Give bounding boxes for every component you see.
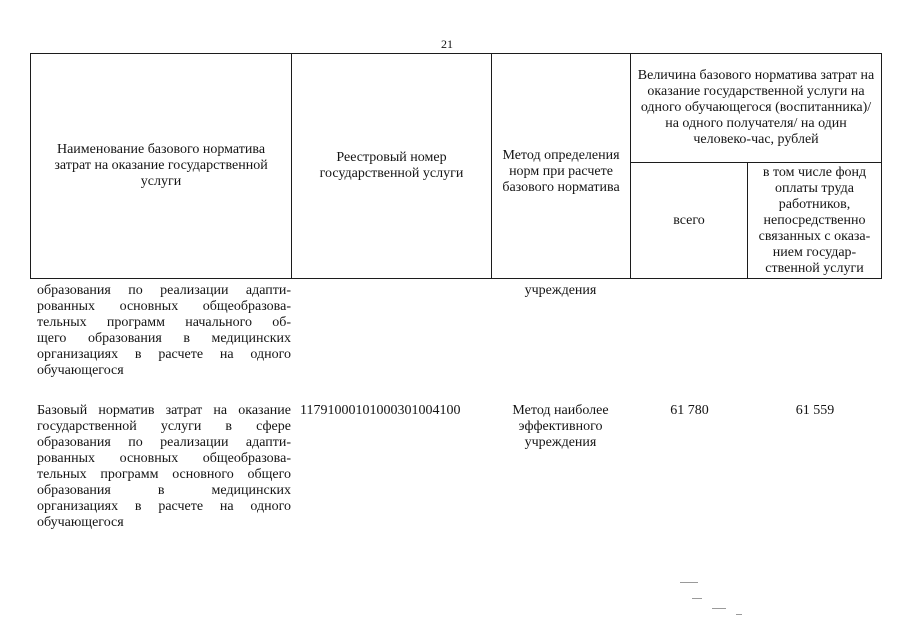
text-line: учреждения — [524, 435, 597, 450]
text-line: Базовый норматив затрат на оказание — [37, 403, 291, 418]
header-table — [30, 53, 882, 279]
text-line: образования в медицинских — [37, 483, 291, 498]
row2-registry: 11791000101000301004100 — [300, 403, 461, 418]
scan-speck — [692, 598, 702, 599]
text-line: рованных основных общеобразова- — [37, 299, 291, 314]
text-line: щего образования в медицинских — [37, 331, 291, 346]
header-payroll-subcolumn: в том числе фонд оплаты труда работников, непосредственно связанных с оказа-нием государ-ственной услуги — [748, 163, 882, 279]
text-line: организациях в расчете на одного — [37, 499, 291, 514]
page-number: 21 — [441, 37, 453, 51]
text-line: Метод наиболее — [512, 403, 609, 418]
text-line: рованных основных общеобразова- — [37, 451, 291, 466]
text-line: эффективного — [518, 419, 603, 434]
header-value-column: Величина базового норматива затрат на оказание государственной услуги на одного обучающегося (воспитанника)/ на одного получателя/ на один человеко-час, рублей — [631, 54, 882, 163]
text-line: тельных программ начального об- — [37, 315, 291, 330]
text-line: обучающегося — [37, 515, 124, 530]
row2-total: 61 780 — [670, 403, 709, 418]
row1-method: учреждения — [524, 283, 597, 298]
text-line: обучающегося — [37, 363, 124, 378]
row2-method — [491, 403, 630, 451]
header-total-subcolumn: всего — [631, 163, 748, 279]
scan-speck — [712, 608, 726, 609]
text-line: образования по реализации адапти- — [37, 435, 291, 450]
text-line: тельных программ основного общего — [37, 467, 291, 482]
text-line: образования по реализации адапти- — [37, 283, 291, 298]
header-registry-column: Реестровый номер государственной услуги — [292, 54, 492, 279]
row2-name — [37, 403, 291, 531]
row2-payroll: 61 559 — [795, 403, 835, 418]
scan-speck — [680, 582, 698, 583]
text-line: организациях в расчете на одного — [37, 347, 291, 362]
row1-name — [37, 283, 291, 379]
header-name-column: Наименование базового норматива затрат на оказание государственной услуги — [31, 54, 292, 279]
header-method-column: Метод определения норм при расчете базового норматива — [492, 54, 631, 279]
scan-speck — [736, 614, 742, 615]
text-line: государственной услуги в сфере — [37, 419, 291, 434]
